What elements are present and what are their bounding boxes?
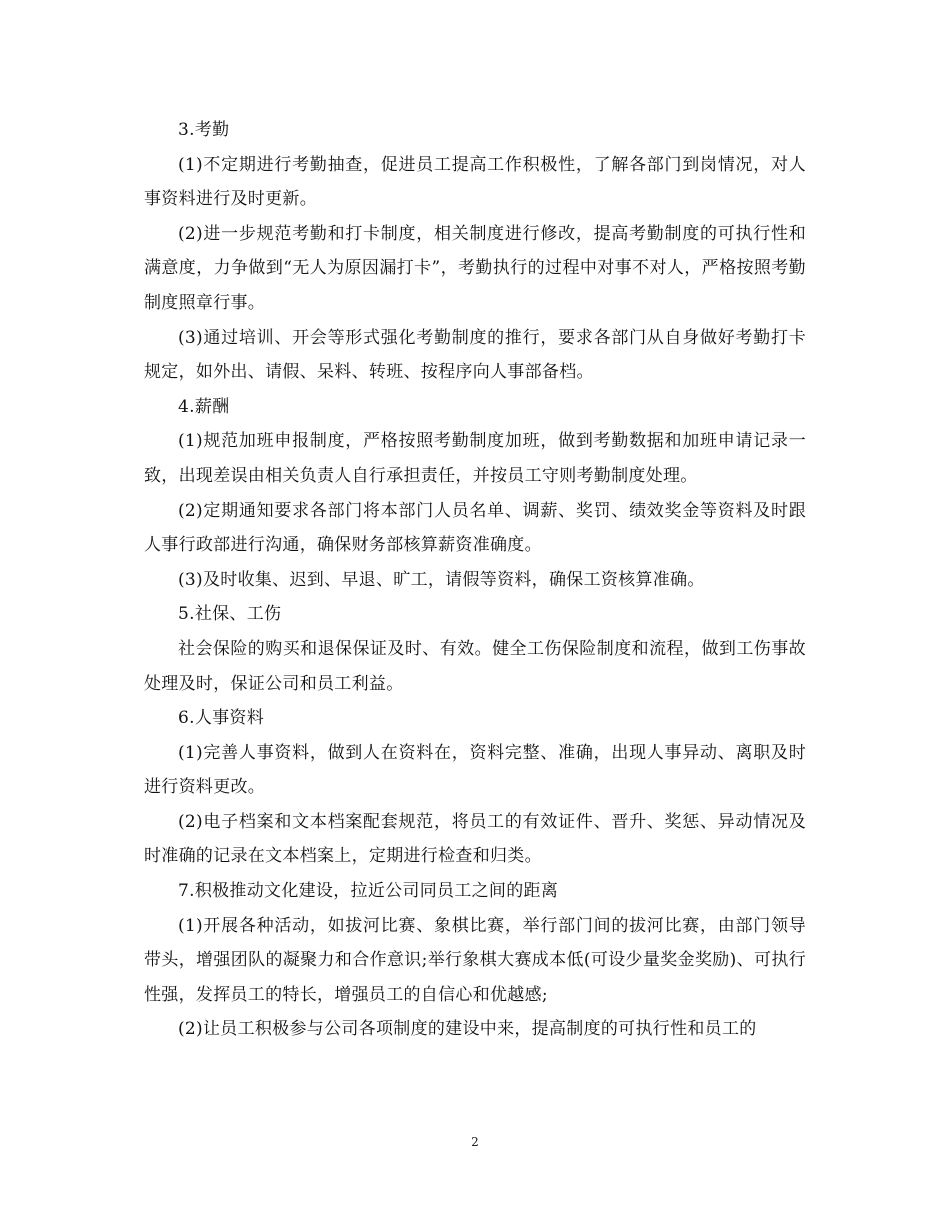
paragraph: (1)不定期进行考勤抽查，促进员工提高工作积极性，了解各部门到岗情况，对人事资料进行及时更新。 xyxy=(144,154,806,210)
paragraph: 社会保险的购买和退保保证及时、有效。健全工伤保险制度和流程，做到工伤事故处理及时，保证公司和员工利益。 xyxy=(144,638,806,694)
paragraph: (2)定期通知要求各部门将本部门人员名单、调薪、奖罚、绩效奖金等资料及时跟人事行政部进行沟通，确保财务部核算薪资准确度。 xyxy=(144,500,806,556)
section-heading-personnel-records: 6.人事资料 xyxy=(178,708,265,729)
section-heading-salary: 4.薪酬 xyxy=(178,396,230,417)
paragraph: (2)进一步规范考勤和打卡制度，相关制度进行修改，提高考勤制度的可执行性和满意度，力争做到“无人为原因漏打卡”，考勤执行的过程中对事不对人，严格按照考勤制度照章行事。 xyxy=(144,223,806,313)
paragraph: (3)及时收集、迟到、早退、旷工，请假等资料，确保工资核算准确。 xyxy=(178,569,705,590)
document-body xyxy=(144,113,806,1047)
section-heading-attendance: 3.考勤 xyxy=(178,120,230,140)
page-number: 2 xyxy=(471,1135,479,1149)
paragraph: (1)开展各种活动，如拔河比赛、象棋比赛，举行部门间的拔河比赛，由部门领导带头，增强团队的凝聚力和合作意识;举行象棋大赛成本低(可设少量奖金奖励)、可执行性强，发挥员工的特长，增强员工的自信心和优越感; xyxy=(144,915,806,1005)
section-heading-social-insurance: 5.社保、工伤 xyxy=(178,604,282,625)
section-heading-culture: 7.积极推动文化建设，拉近公司同员工之间的距离 xyxy=(178,881,559,902)
paragraph: (3)通过培训、开会等形式强化考勤制度的推行，要求各部门从自身做好考勤打卡规定，如外出、请假、呆料、转班、按程序向人事部备档。 xyxy=(144,327,806,383)
paragraph: (1)完善人事资料，做到人在资料在，资料完整、准确，出现人事异动、离职及时进行资料更改。 xyxy=(144,742,806,798)
paragraph: (2)电子档案和文本档案配套规范，将员工的有效证件、晋升、奖惩、异动情况及时准确的记录在文本档案上，定期进行检查和归类。 xyxy=(144,811,806,867)
paragraph: (2)让员工积极参与公司各项制度的建设中来，提高制度的可执行性和员工的 xyxy=(178,1019,757,1040)
paragraph: (1)规范加班申报制度，严格按照考勤制度加班，做到考勤数据和加班申请记录一致，出现差误由相关负责人自行承担责任，并按员工守则考勤制度处理。 xyxy=(144,431,806,486)
